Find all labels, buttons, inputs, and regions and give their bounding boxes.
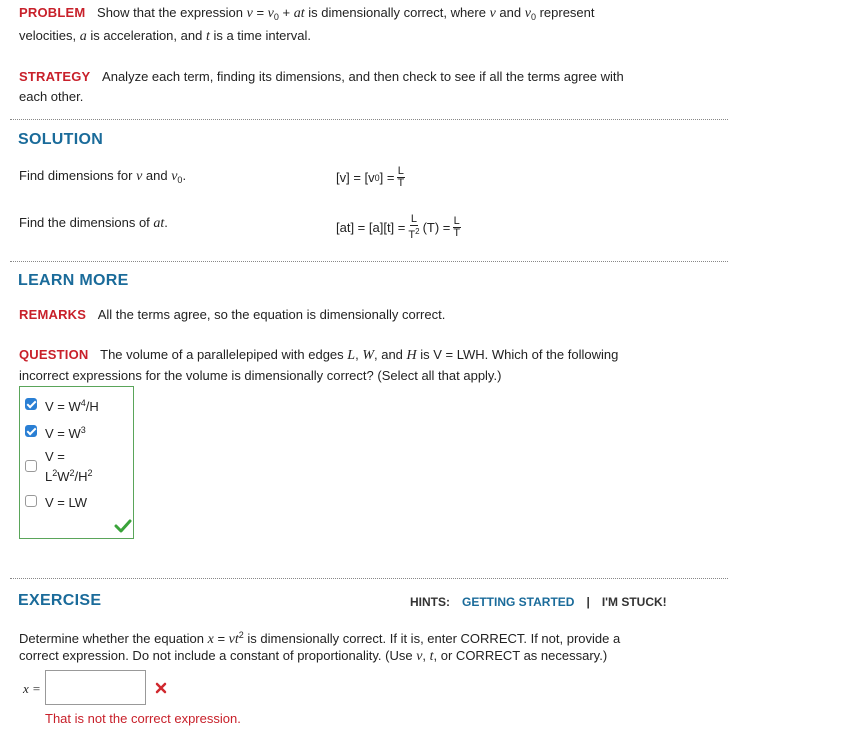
exercise-title: EXERCISE bbox=[18, 592, 102, 609]
eq-var: v bbox=[524, 6, 531, 21]
answer-label: x = bbox=[23, 681, 41, 696]
hints-label: HINTS: bbox=[410, 595, 450, 609]
option-text: V = bbox=[45, 449, 65, 464]
problem-text: and bbox=[495, 5, 525, 20]
option-text: L bbox=[45, 469, 53, 484]
frac-num: L bbox=[397, 165, 404, 177]
wrong-x-icon bbox=[155, 682, 167, 694]
eq-op: = bbox=[213, 631, 229, 646]
hints-separator: | bbox=[586, 595, 590, 609]
step-text: . bbox=[182, 168, 187, 183]
problem-line-2 bbox=[19, 25, 311, 47]
option-text: V = W bbox=[45, 399, 81, 414]
problem-text: velocities, bbox=[19, 28, 80, 43]
eq-var: v bbox=[267, 6, 274, 21]
exercise-text: correct expression. Do not include a constant of proportionality. (Use bbox=[19, 648, 417, 663]
eq-sub: 0 bbox=[273, 12, 279, 22]
question-text: , bbox=[355, 347, 363, 362]
fraction bbox=[397, 166, 406, 189]
eq-var: v bbox=[416, 649, 423, 664]
problem-label: PROBLEM bbox=[19, 5, 86, 20]
option-2[interactable] bbox=[25, 425, 86, 441]
problem-text: is a time interval. bbox=[209, 28, 311, 43]
option-1-label bbox=[45, 398, 99, 414]
option-sup: 4 bbox=[80, 398, 86, 408]
option-sup: 2 bbox=[69, 468, 75, 478]
divider bbox=[10, 119, 728, 120]
frac-den: T bbox=[453, 227, 461, 239]
question-label: QUESTION bbox=[19, 347, 89, 362]
option-4-label: V = LW bbox=[45, 495, 88, 510]
problem-text: is dimensionally correct, where bbox=[304, 5, 490, 20]
step-text: Find the dimensions of bbox=[19, 215, 154, 230]
hint-im-stuck-link[interactable]: I'M STUCK! bbox=[601, 595, 667, 609]
question-line-1 bbox=[19, 344, 829, 366]
solution-step-1-equation bbox=[336, 166, 407, 189]
question-text: The volume of a parallelepiped with edges bbox=[100, 347, 348, 362]
eq-var: t bbox=[205, 29, 210, 44]
frac-den: T bbox=[397, 177, 405, 189]
option-sup: 3 bbox=[80, 425, 86, 435]
option-3-checkbox[interactable] bbox=[25, 460, 37, 472]
remarks-label: REMARKS bbox=[19, 307, 87, 322]
option-text: V = W bbox=[45, 426, 81, 441]
eq-var: v bbox=[136, 169, 143, 184]
exercise-text: Determine whether the equation bbox=[19, 631, 208, 646]
frac-num: L bbox=[453, 215, 460, 227]
exercise-text: , bbox=[422, 648, 430, 663]
option-text: W bbox=[57, 469, 70, 484]
option-sup: 2 bbox=[52, 468, 58, 478]
exercise-text: is dimensionally correct. If it is, enter CORRECT. If not, provide a bbox=[243, 631, 621, 646]
option-1-checkbox[interactable] bbox=[25, 398, 37, 410]
exercise-line-2 bbox=[19, 645, 607, 667]
eq-op: = bbox=[252, 5, 268, 20]
strategy-label: STRATEGY bbox=[19, 69, 91, 84]
step-text: and bbox=[142, 168, 172, 183]
step-text: Find dimensions for bbox=[19, 168, 137, 183]
fraction bbox=[452, 216, 461, 239]
hints-bar bbox=[410, 595, 667, 609]
eq-text: ] = bbox=[379, 170, 395, 185]
option-3-label bbox=[45, 449, 93, 485]
remarks-text: All the terms agree, so the equation is dimensionally correct. bbox=[97, 307, 446, 322]
eq-var: at bbox=[293, 6, 305, 21]
eq-var: a bbox=[79, 29, 87, 44]
option-4[interactable] bbox=[25, 495, 87, 510]
solution-step-1-text bbox=[19, 165, 186, 191]
eq-sub: 0 bbox=[530, 12, 536, 22]
hint-getting-started-link[interactable]: GETTING STARTED bbox=[462, 595, 575, 609]
eq-var: x bbox=[207, 632, 214, 647]
solution-step-2-equation bbox=[336, 214, 463, 241]
eq-sub: 0 bbox=[374, 172, 380, 183]
eq-text: [at] = [a][t] = bbox=[336, 220, 406, 235]
eq-var: W bbox=[362, 348, 374, 363]
option-text: /H bbox=[74, 469, 88, 484]
divider bbox=[10, 261, 728, 262]
frac-den bbox=[407, 226, 420, 241]
eq-var: v bbox=[171, 169, 178, 184]
eq-var: H bbox=[406, 348, 417, 363]
solution-step-2-text bbox=[19, 212, 168, 234]
option-sup: 2 bbox=[87, 468, 93, 478]
learn-more-title: LEARN MORE bbox=[18, 272, 129, 289]
exercise-text: , or CORRECT as necessary.) bbox=[433, 648, 608, 663]
option-text: /H bbox=[85, 399, 99, 414]
eq-var: vt bbox=[228, 632, 239, 647]
eq-text: (T) = bbox=[422, 220, 451, 235]
strategy-text: Analyze each term, finding its dimensions, and then check to see if all the terms agree with bbox=[102, 69, 624, 84]
question-text: is V = LWH. Which of the following bbox=[416, 347, 619, 362]
eq-sup: 2 bbox=[238, 630, 244, 640]
option-4-checkbox[interactable] bbox=[25, 495, 37, 507]
step-text: . bbox=[164, 215, 168, 230]
remarks-line bbox=[19, 304, 445, 325]
eq-text: [v] = [v bbox=[336, 170, 375, 185]
frac-den-sup: 2 bbox=[415, 227, 420, 236]
problem-text: Show that the expression bbox=[97, 5, 247, 20]
eq-var: v bbox=[489, 6, 496, 21]
correct-check-icon bbox=[114, 519, 132, 533]
eq-var: L bbox=[347, 348, 356, 363]
option-3[interactable] bbox=[25, 449, 93, 485]
divider bbox=[10, 578, 728, 579]
strategy-line-2: each other. bbox=[19, 89, 84, 104]
eq-var: v bbox=[246, 6, 253, 21]
option-2-label bbox=[45, 425, 86, 441]
problem-text: is acceleration, and bbox=[86, 28, 206, 43]
eq-sub: 0 bbox=[177, 175, 183, 185]
option-2-checkbox[interactable] bbox=[25, 425, 37, 437]
answer-input[interactable] bbox=[45, 670, 146, 705]
eq-var: at bbox=[153, 216, 165, 231]
eq-var: t bbox=[429, 649, 434, 664]
eq-op: + bbox=[278, 5, 294, 20]
frac-den-text: T bbox=[408, 229, 416, 241]
solution-title: SOLUTION bbox=[18, 131, 104, 148]
feedback-message: That is not the correct expression. bbox=[45, 711, 241, 726]
problem-text: represent bbox=[535, 5, 595, 20]
strategy-line-1 bbox=[19, 66, 624, 87]
frac-num: L bbox=[410, 213, 418, 225]
question-line-2: incorrect expressions for the volume is dimensionally correct? (Select all that apply.) bbox=[19, 368, 502, 383]
option-1[interactable] bbox=[25, 398, 99, 414]
fraction bbox=[407, 214, 420, 241]
question-text: , and bbox=[373, 347, 407, 362]
